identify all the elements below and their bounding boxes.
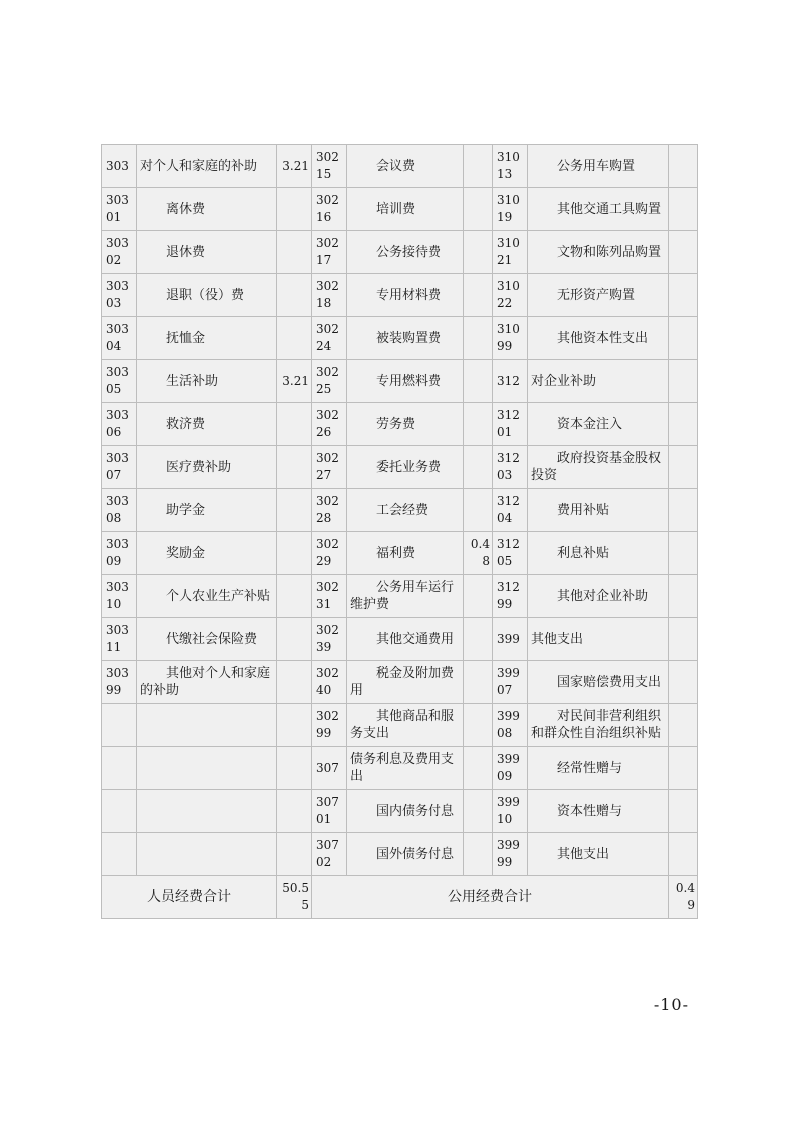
- account-amount: [669, 661, 698, 704]
- account-code: 30302: [102, 231, 137, 274]
- account-amount: [464, 575, 493, 618]
- account-name: 国家赔偿费用支出: [528, 661, 669, 704]
- account-code: 30216: [312, 188, 347, 231]
- account-name: 会议费: [347, 145, 464, 188]
- account-amount: [669, 833, 698, 876]
- account-name: 医疗费补助: [137, 446, 277, 489]
- account-amount: [277, 747, 312, 790]
- account-code: 30215: [312, 145, 347, 188]
- account-code: [102, 704, 137, 747]
- account-name: 退休费: [137, 231, 277, 274]
- table-row: [102, 833, 698, 876]
- account-name: 助学金: [137, 489, 277, 532]
- account-name: 工会经费: [347, 489, 464, 532]
- account-name: 代缴社会保险费: [137, 618, 277, 661]
- page-number: -10-: [653, 995, 689, 1014]
- account-code: 312: [493, 360, 528, 403]
- table-body: [102, 145, 698, 876]
- account-name: 其他商品和服务支出: [347, 704, 464, 747]
- account-code: 30306: [102, 403, 137, 446]
- account-amount: [669, 317, 698, 360]
- account-code: 31021: [493, 231, 528, 274]
- account-name: 其他交通工具购置: [528, 188, 669, 231]
- account-name: 福利费: [347, 532, 464, 575]
- account-code: 31019: [493, 188, 528, 231]
- account-name: 公务用车运行维护费: [347, 575, 464, 618]
- account-name: [137, 833, 277, 876]
- account-name: 奖励金: [137, 532, 277, 575]
- account-code: 30224: [312, 317, 347, 360]
- account-amount: [464, 704, 493, 747]
- totals-row: [102, 876, 698, 919]
- table-row: [102, 618, 698, 661]
- account-name: 专用燃料费: [347, 360, 464, 403]
- account-amount: [464, 188, 493, 231]
- account-code: 30309: [102, 532, 137, 575]
- account-name: 对企业补助: [528, 360, 669, 403]
- account-amount: [277, 188, 312, 231]
- account-code: 30299: [312, 704, 347, 747]
- account-amount: [277, 403, 312, 446]
- account-amount: [277, 704, 312, 747]
- account-name: [137, 747, 277, 790]
- account-code: 30301: [102, 188, 137, 231]
- account-amount: [277, 317, 312, 360]
- account-code: 30308: [102, 489, 137, 532]
- account-name: 被装购置费: [347, 317, 464, 360]
- table-row: [102, 231, 698, 274]
- account-amount: [669, 704, 698, 747]
- account-amount: [464, 446, 493, 489]
- account-name: 资本金注入: [528, 403, 669, 446]
- account-code: 31205: [493, 532, 528, 575]
- account-amount: 0.48: [464, 532, 493, 575]
- account-code: 30701: [312, 790, 347, 833]
- account-name: 个人农业生产补贴: [137, 575, 277, 618]
- account-code: 39909: [493, 747, 528, 790]
- account-amount: [669, 790, 698, 833]
- account-code: 39908: [493, 704, 528, 747]
- account-name: 文物和陈列品购置: [528, 231, 669, 274]
- account-amount: [277, 833, 312, 876]
- account-amount: [277, 661, 312, 704]
- account-code: 30229: [312, 532, 347, 575]
- account-code: 30218: [312, 274, 347, 317]
- account-name: 资本性赠与: [528, 790, 669, 833]
- table-row: [102, 790, 698, 833]
- table-row: [102, 403, 698, 446]
- public-total-label: 公用经费合计: [312, 876, 669, 919]
- account-amount: [464, 317, 493, 360]
- account-name: 其他交通费用: [347, 618, 464, 661]
- account-code: 30225: [312, 360, 347, 403]
- account-amount: [464, 231, 493, 274]
- account-code: [102, 833, 137, 876]
- account-name: 抚恤金: [137, 317, 277, 360]
- account-code: 30217: [312, 231, 347, 274]
- account-code: 30310: [102, 575, 137, 618]
- account-name: 国内债务付息: [347, 790, 464, 833]
- account-amount: [464, 790, 493, 833]
- account-code: 30307: [102, 446, 137, 489]
- account-name: 生活补助: [137, 360, 277, 403]
- account-name: 救济费: [137, 403, 277, 446]
- table-row: [102, 446, 698, 489]
- account-name: 国外债务付息: [347, 833, 464, 876]
- table-row: [102, 145, 698, 188]
- account-code: 30226: [312, 403, 347, 446]
- account-name: 其他支出: [528, 833, 669, 876]
- account-name: 专用材料费: [347, 274, 464, 317]
- account-amount: [277, 575, 312, 618]
- account-name: 无形资产购置: [528, 274, 669, 317]
- account-amount: [669, 403, 698, 446]
- account-name: 其他资本性支出: [528, 317, 669, 360]
- account-name: 对民间非营利组织和群众性自治组织补贴: [528, 704, 669, 747]
- table-row: [102, 317, 698, 360]
- account-amount: [277, 274, 312, 317]
- account-name: 对个人和家庭的补助: [137, 145, 277, 188]
- account-name: 其他支出: [528, 618, 669, 661]
- account-name: 其他对个人和家庭的补助: [137, 661, 277, 704]
- account-amount: [669, 188, 698, 231]
- account-code: 31204: [493, 489, 528, 532]
- account-code: 39999: [493, 833, 528, 876]
- table-row: [102, 747, 698, 790]
- account-code: 31203: [493, 446, 528, 489]
- account-amount: [669, 747, 698, 790]
- table-row: [102, 188, 698, 231]
- account-amount: [669, 489, 698, 532]
- account-name: 退职（役）费: [137, 274, 277, 317]
- account-name: 经常性赠与: [528, 747, 669, 790]
- account-amount: [277, 532, 312, 575]
- account-code: 31099: [493, 317, 528, 360]
- account-amount: [669, 618, 698, 661]
- account-amount: [277, 231, 312, 274]
- account-code: 31022: [493, 274, 528, 317]
- account-code: 30239: [312, 618, 347, 661]
- account-name: 税金及附加费用: [347, 661, 464, 704]
- account-name: 其他对企业补助: [528, 575, 669, 618]
- account-name: [137, 790, 277, 833]
- account-code: 399: [493, 618, 528, 661]
- account-name: 政府投资基金股权投资: [528, 446, 669, 489]
- account-name: 利息补贴: [528, 532, 669, 575]
- account-amount: [464, 145, 493, 188]
- account-amount: [277, 446, 312, 489]
- account-amount: [464, 833, 493, 876]
- table-row: [102, 532, 698, 575]
- table-row: [102, 575, 698, 618]
- account-code: 30240: [312, 661, 347, 704]
- account-amount: [669, 532, 698, 575]
- account-code: 30399: [102, 661, 137, 704]
- account-code: 30305: [102, 360, 137, 403]
- account-name: 委托业务费: [347, 446, 464, 489]
- account-code: 31299: [493, 575, 528, 618]
- account-code: 30702: [312, 833, 347, 876]
- table-row: [102, 489, 698, 532]
- account-name: 费用补贴: [528, 489, 669, 532]
- account-code: 30304: [102, 317, 137, 360]
- personnel-total-label: 人员经费合计: [102, 876, 277, 919]
- account-code: 39910: [493, 790, 528, 833]
- account-code: 307: [312, 747, 347, 790]
- budget-table: [101, 144, 698, 919]
- account-code: 30227: [312, 446, 347, 489]
- account-amount: [669, 145, 698, 188]
- account-amount: [464, 747, 493, 790]
- account-amount: [464, 661, 493, 704]
- account-name: 公务接待费: [347, 231, 464, 274]
- table-row: [102, 274, 698, 317]
- account-amount: [464, 403, 493, 446]
- account-amount: [464, 360, 493, 403]
- account-amount: [669, 231, 698, 274]
- account-code: 30231: [312, 575, 347, 618]
- account-amount: [669, 446, 698, 489]
- table-row: [102, 360, 698, 403]
- account-name: 公务用车购置: [528, 145, 669, 188]
- account-amount: 3.21: [277, 360, 312, 403]
- account-amount: [464, 274, 493, 317]
- account-name: 劳务费: [347, 403, 464, 446]
- account-amount: [277, 489, 312, 532]
- table-row: [102, 704, 698, 747]
- account-amount: [669, 360, 698, 403]
- account-code: [102, 747, 137, 790]
- account-amount: [464, 489, 493, 532]
- account-amount: [669, 274, 698, 317]
- account-amount: [669, 575, 698, 618]
- public-total-amount: 0.49: [669, 876, 698, 919]
- account-code: 303: [102, 145, 137, 188]
- account-code: 30311: [102, 618, 137, 661]
- account-amount: [277, 618, 312, 661]
- table-row: [102, 661, 698, 704]
- account-code: 30303: [102, 274, 137, 317]
- account-name: 债务利息及费用支出: [347, 747, 464, 790]
- account-name: 培训费: [347, 188, 464, 231]
- account-amount: [464, 618, 493, 661]
- account-amount: [277, 790, 312, 833]
- account-code: 31013: [493, 145, 528, 188]
- account-code: [102, 790, 137, 833]
- personnel-total-amount: 50.55: [277, 876, 312, 919]
- account-code: 39907: [493, 661, 528, 704]
- account-amount: 3.21: [277, 145, 312, 188]
- account-name: 离休费: [137, 188, 277, 231]
- account-code: 31201: [493, 403, 528, 446]
- account-code: 30228: [312, 489, 347, 532]
- account-name: [137, 704, 277, 747]
